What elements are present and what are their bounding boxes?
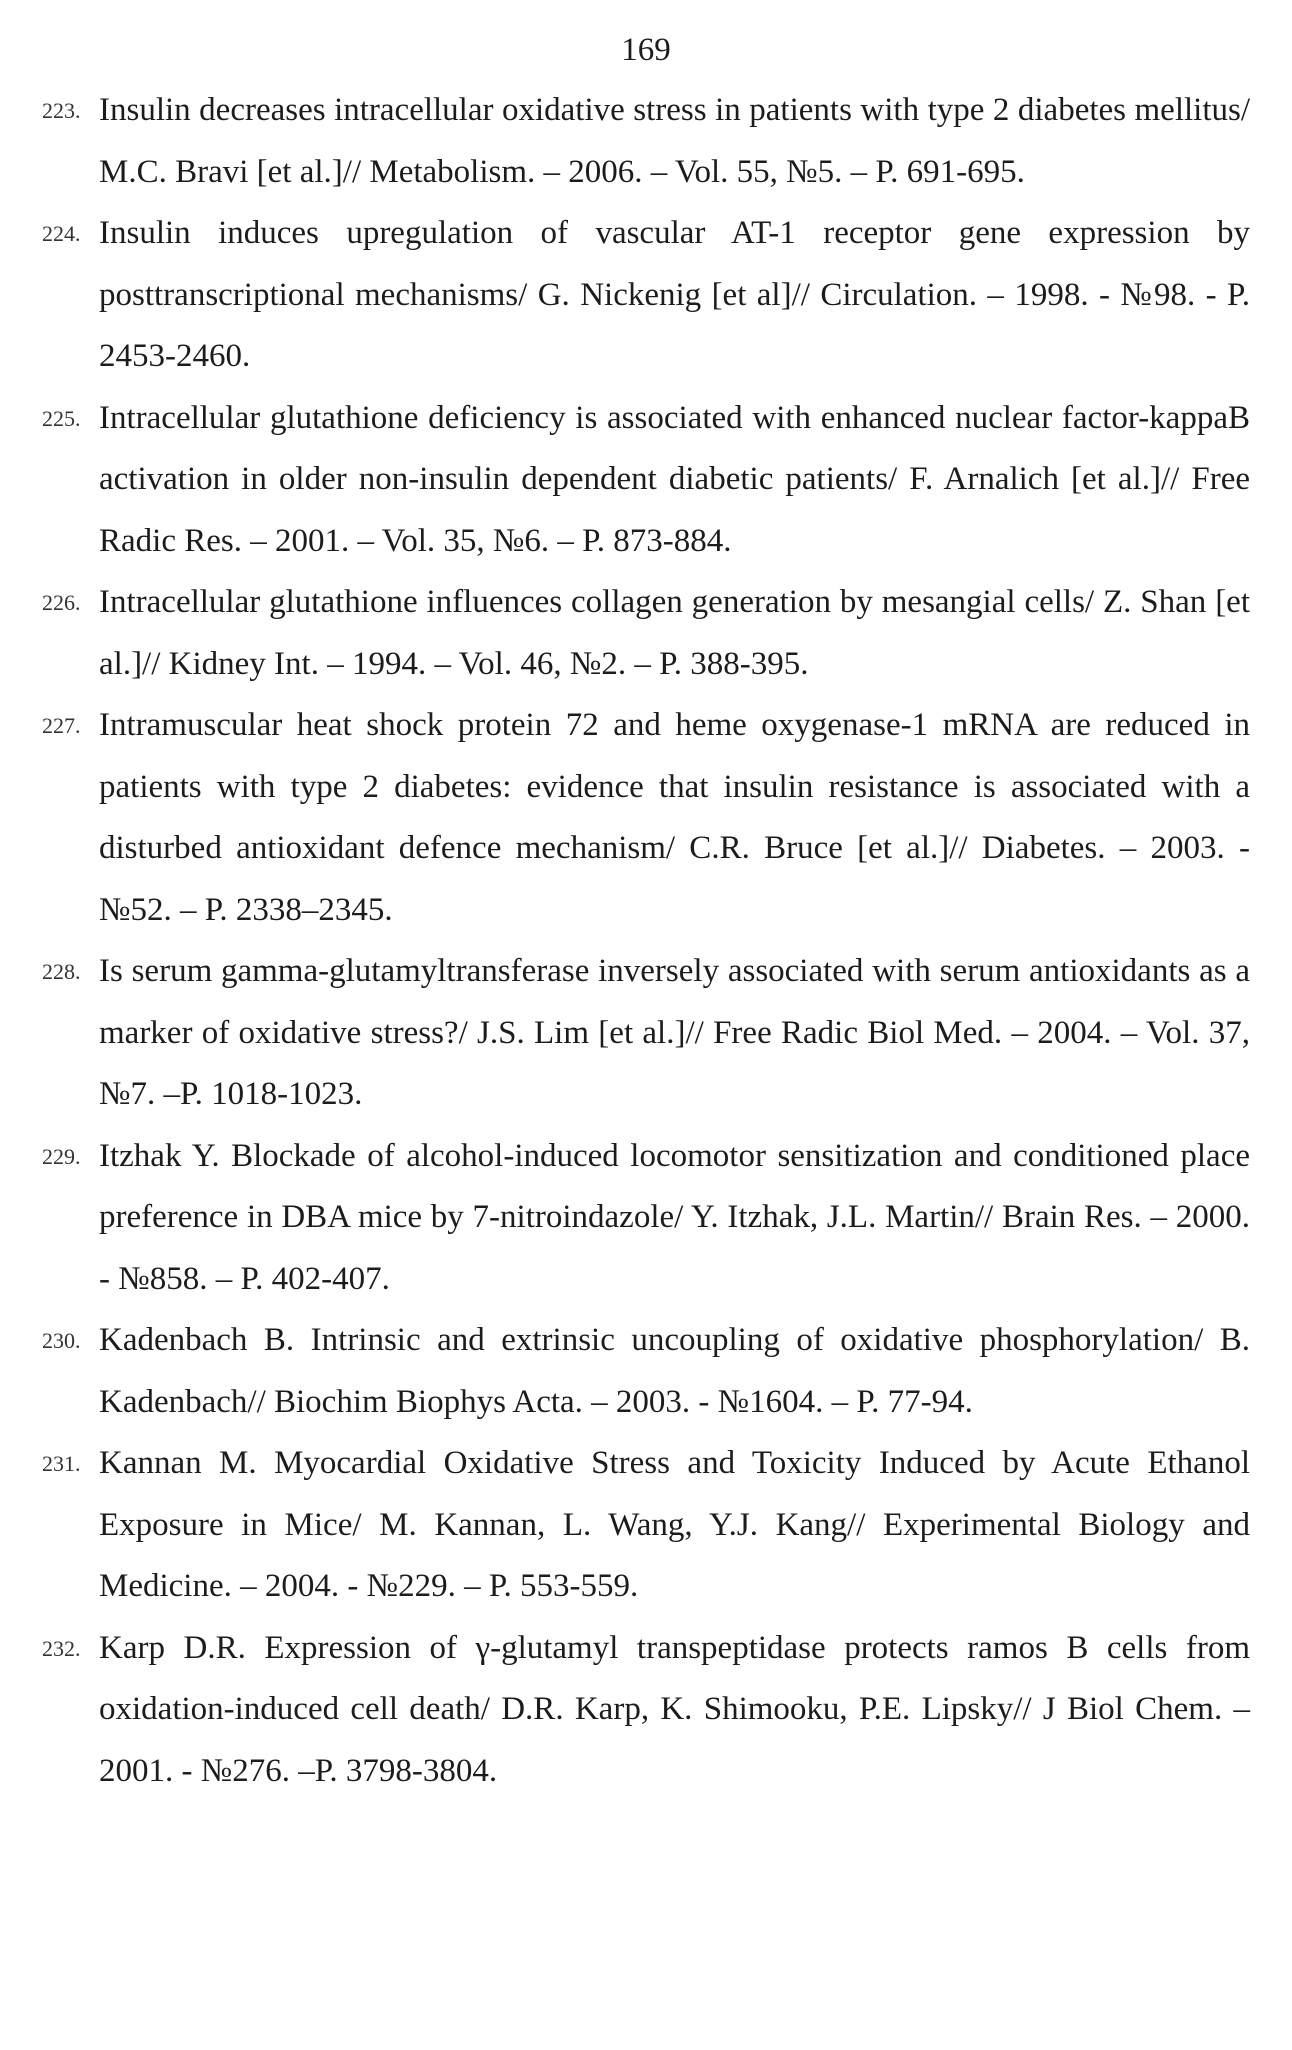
reference-item (42, 1618, 1250, 1803)
reference-text: Intracellular glutathione deficiency is associated with enhanced nuclear factor-kappaB activation in older non-insulin dependent diabetic patients/ F. Arnalich [et al.]// Free Radic Res. – 2001. – Vol. 35, №6. – P. 873-884. (99, 399, 1250, 559)
reference-item (42, 1310, 1250, 1433)
reference-text: Insulin induces upregulation of vascular AT-1 receptor gene expression by posttranscriptional mechanisms/ G. Nickenig [et al]// Circulation. – 1998. - №98. - P. 2453-2460. (99, 215, 1250, 374)
reference-item (42, 572, 1250, 695)
reference-list (42, 80, 1250, 1802)
reference-number: 224. (42, 221, 81, 246)
reference-number: 230. (42, 1328, 81, 1353)
page-number: 169 (621, 32, 671, 68)
reference-text: Karp D.R. Expression of γ-glutamyl transpeptidase protects ramos B cells from oxidation-induced cell death/ D.R. Karp, K. Shimooku, P.E. Lipsky// J Biol Chem. – 2001. - №276. –P. 3798-3804. (99, 1629, 1250, 1789)
reference-number: 231. (42, 1451, 81, 1476)
reference-number: 229. (42, 1143, 81, 1169)
reference-item (42, 388, 1250, 573)
reference-item (42, 695, 1250, 941)
reference-number: 225. (42, 405, 81, 431)
reference-text: Intracellular glutathione influences collagen generation by mesangial cells/ Z. Shan [et al.]// Kidney Int. – 1994. – Vol. 46, №2. – P. 388-395. (99, 584, 1250, 682)
reference-number: 226. (42, 590, 81, 615)
reference-text: Intramuscular heat shock protein 72 and heme oxygenase-1 mRNA are reduced in patients with type 2 diabetes: evidence that insulin resistance is associated with a disturbed antioxidant defence mechanism/ C.R. Bruce [et al.]// Diabetes. – 2003. - №52. – P. 2338–2345. (99, 707, 1250, 928)
reference-item (42, 1126, 1250, 1311)
reference-text: Insulin decreases intracellular oxidative stress in patients with type 2 diabetes mellitus/ M.C. Bravi [et al.]// Metabolism. – 2006. – Vol. 55, №5. – P. 691-695. (99, 92, 1250, 190)
reference-item (42, 1433, 1250, 1618)
reference-text: Kadenbach B. Intrinsic and extrinsic uncoupling of oxidative phosphorylation/ B. Kadenbach// Biochim Biophys Acta. – 2003. - №1604. – P. 77-94. (99, 1322, 1250, 1420)
reference-item (42, 203, 1250, 388)
reference-text: Is serum gamma-glutamyltransferase inversely associated with serum antioxidants as a marker of oxidative stress?/ J.S. Lim [et al.]// Free Radic Biol Med. – 2004. – Vol. 37, №7. –P. 1018-1023. (99, 953, 1250, 1112)
reference-number: 232. (42, 1635, 81, 1661)
reference-number: 228. (42, 959, 81, 984)
reference-number: 227. (42, 713, 81, 738)
reference-item (42, 941, 1250, 1126)
reference-text: Kannan M. Myocardial Oxidative Stress and Toxicity Induced by Acute Ethanol Exposure in Mice/ M. Kannan, L. Wang, Y.J. Kang// Experimental Biology and Medicine. – 2004. - №229. – P. 553-559. (99, 1445, 1250, 1604)
reference-text: Itzhak Y. Blockade of alcohol-induced locomotor sensitization and conditioned place preference in DBA mice by 7-nitroindazole/ Y. Itzhak, J.L. Martin// Brain Res. – 2000. - №858. – P. 402-407. (99, 1137, 1250, 1297)
reference-number: 223. (42, 98, 81, 123)
reference-item (42, 80, 1250, 203)
